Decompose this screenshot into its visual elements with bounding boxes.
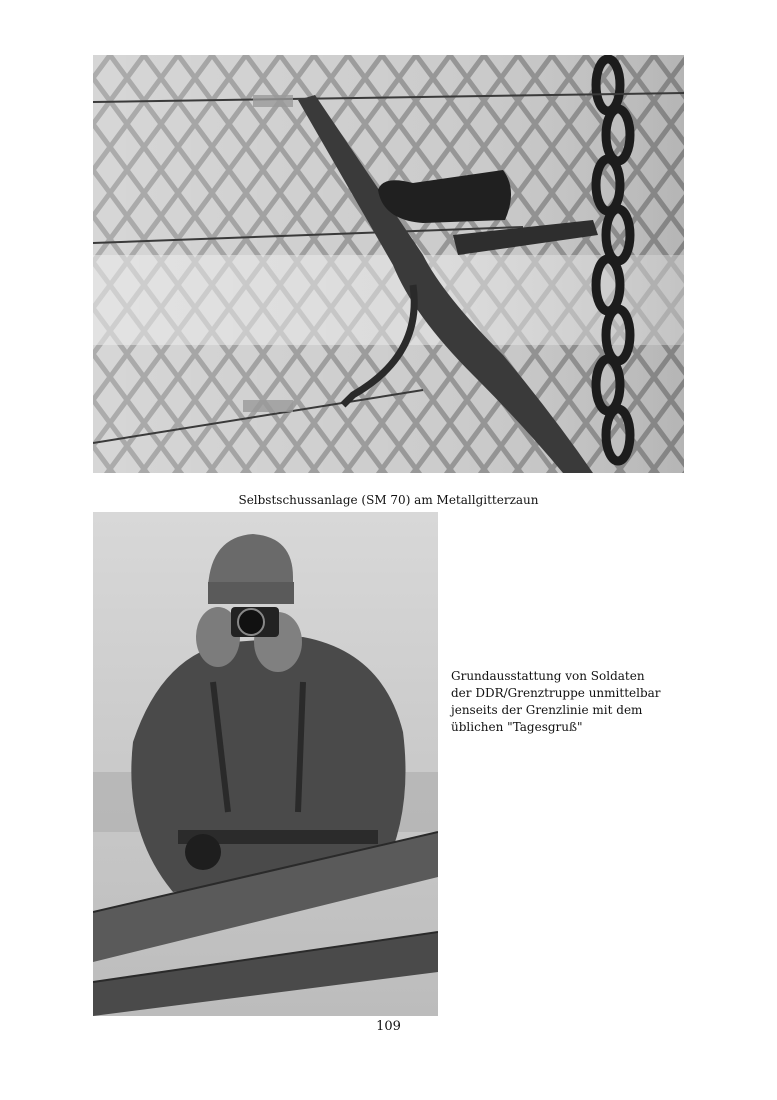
figure-caption-1: Selbstschussanlage (SM 70) am Metallgitterzaun [238,493,539,507]
caption-2-line-2: der DDR/Grenztruppe unmittelbar [451,686,661,700]
page-number: 109 [376,1019,401,1034]
caption-2-line-4: üblichen "Tagesgruß" [451,720,583,734]
photo-sm70-fence [93,55,684,473]
caption-2-line-3: jenseits der Grenzlinie mit dem [451,703,643,717]
figure-caption-2 [451,668,681,736]
photo-sm70-illustration [93,55,684,473]
photo-soldier-illustration [93,512,438,1016]
caption-2-line-1: Grundausstattung von Soldaten [451,669,645,683]
photo-soldier-camera [93,512,438,1016]
